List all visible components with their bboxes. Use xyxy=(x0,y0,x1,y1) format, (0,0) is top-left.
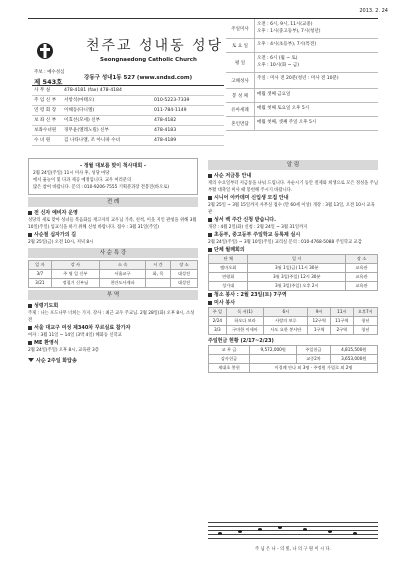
hymn-lyrics: 주 님 은 나 - 의 빛, 나 의 구 원 이 시 다. xyxy=(255,547,331,552)
finance-date: (2/17~2/23) xyxy=(240,338,274,344)
mass-row: 토 요 일 오후 : 4시(초등부), 7시(특전) xyxy=(226,39,378,53)
event-text: 2월 24일(주일) 11시 미사 후, 성당 마당 에서 윷놀이 및 다과 제공 예정입니다. 교우 여러분의 많은 참여 바랍니다. 문의 : 010-9206-7555 기획분과장 전봉진(바오로) xyxy=(33,171,170,190)
triangle-icon xyxy=(28,358,34,362)
bullet-icon xyxy=(208,218,212,222)
table-row: 3/7 주 영 일 신부 서울교구 화, 목 대성전 xyxy=(29,270,198,279)
music-note-icon xyxy=(278,526,282,529)
meeting-table: 단 체 일 시 장 소 엠마오회 3월 1일(금) 11시 30분 교육관 연령회 3월 3일(주일) 12시 30분 교육관 성가대 3월 3일(주일) 오후 2시 교육관 xyxy=(208,254,378,291)
section-ministry: 부 역 xyxy=(28,290,198,300)
patron: 주보 : 예수성심 xyxy=(34,70,65,75)
bullet-icon xyxy=(28,211,32,215)
mass-row: 고해성사 주일 : 미사 전 20분(청년 : 미사 전 10분) xyxy=(226,73,378,89)
contact-row: 사 무 실 478-4181 (fax) 478-4184 xyxy=(32,86,224,96)
church-info xyxy=(28,19,224,154)
bullet-icon xyxy=(28,341,32,345)
notice-text: 2월 25일(금) 오전 10시, 저녁 8시 xyxy=(28,240,94,245)
bullet-icon xyxy=(208,174,212,178)
table-row: 성가대 3월 3일(주일) 오후 2시 교육관 xyxy=(209,282,378,291)
mass-schedule xyxy=(226,19,378,131)
contact-list xyxy=(32,85,224,146)
contact-row: 주 임 신 부 서항석(마태오) 010-5223-7339 xyxy=(32,96,224,106)
bullet-icon xyxy=(208,248,212,252)
issue-number: 제 543호 xyxy=(34,78,63,86)
bullet-icon xyxy=(208,196,212,200)
table-row: 교 무 금 9,572,000원 주일헌금 4,815,500원 xyxy=(209,346,378,355)
table-row: 감사헌금 교중2차 3,653,000원 xyxy=(209,355,378,364)
address: 강동구 성내1동 527 (www.sndsd.com) xyxy=(84,75,193,81)
mass-row: 혼인면담 매월 첫째, 셋째 주일 오후 5시 xyxy=(226,117,378,131)
table-row: 2/24 하오다 보라 사랑의 보루 12구역 11구역 청년 xyxy=(209,317,378,326)
music-note-icon xyxy=(238,530,242,533)
church-name: 천주교 성내동 성당 xyxy=(86,38,224,54)
music-note-icon xyxy=(258,528,262,531)
music-note-icon xyxy=(303,528,307,531)
church-name-en: Seongnaedong Catholic Church xyxy=(100,57,197,63)
bullet-icon xyxy=(28,233,32,237)
event-title: - 정월 대보름 맞이 척사대회 - xyxy=(80,163,146,169)
table-row: 3/3 구마한 이세아 사도 요한 봉사단 1구역 2구역 청년 xyxy=(209,326,378,335)
contact-row: 연 령 회 장 이해동(다니엘) 011-784-1149 xyxy=(32,106,224,116)
hymn-title: 사순 2주일 화답송 xyxy=(36,358,77,364)
music-note-icon xyxy=(353,532,357,535)
contact-row: 보 좌 신 부 이효선(모세) 신부 478-4182 xyxy=(32,116,224,126)
mass-row: 유아세례 매월 첫째 토요일 오후 5시 xyxy=(226,103,378,117)
bulletin xyxy=(28,18,378,558)
bullet-icon xyxy=(208,233,212,237)
notice-text: 성당의 새로 맞아 성녀들 복음화를 재고자의 교우님 가족, 친척, 이웃 지인 관청을 위해 3월 10일(주일) 입교식을 하기 위해 신청 바랍니다. 접수 : 3월 31일(주일) xyxy=(28,218,197,230)
bullet-icon xyxy=(28,326,32,330)
table-row: 제대초 봉헌 이경례 안나 외 3명 · 주정원 가밀로 외 2명 xyxy=(209,364,378,373)
left-column: - 정월 대보름 맞이 척사대회 - 2월 24일(주일) 11시 미사 후, 성당 마당 에서 윷놀이 및 다과 제공 예정입니다. 교우 여러분의 많은 참여 바랍니다. 문의 : 010-9206-7555 기획분과장 전봉진(바오로) 전 례 전 신자 예비자 운영 성당의 새로 맞아 성녀들 복음화를 재고자의 교우님 가족, 친척, 이웃 지인 관청을 위해 3월 10일(주일) 입교식을 하기 위해 신청 바랍니다. 접수 : 3월 31일(주일) 사순절 십자가의 길 2월 25일(금) 오전 10시, 저녁 8시 사 순 특 강 일 자 강 사 소 속 시 간 장 소 3/7 주 영 일 신부 서울교구 화, 목 대성전 3/21 정철기 신부님 천안도사재파 대성전 부 역 성령기도회 주제 : 나는 포도나무 너희는 가지. 강사 : 최근 교우 주교님. 2월 28일(화) 오후 8시, 소성전 서울 대교구 여성 제340차 꾸르실료 참가자 여자 : 3월 11일 ~ 14일 (3박 4일) 혜화동 신학교 ME 환영식 2월 24일(주일) 오후 8시, 교육관 3층 사순 2주일 화답송 xyxy=(28,158,198,365)
music-note-icon xyxy=(218,532,222,535)
mass-row: 봉 성 체 매월 셋째 금요일 xyxy=(226,89,378,103)
section-notices: 알 림 xyxy=(208,160,378,170)
table-row: 엠마오회 3월 1일(금) 11시 30분 교육관 xyxy=(209,264,378,273)
event-banner xyxy=(28,158,198,195)
cross-logo-icon xyxy=(36,41,54,63)
finance-title: 주일헌금 현황 xyxy=(208,338,239,344)
bullet-icon xyxy=(28,304,32,308)
contact-row: 수 녀 원 김 나타나엘, 조 아니따 수녀 478-4189 xyxy=(32,136,224,146)
notice-text: 여자 : 3월 11일 ~ 14일 (3박 4일) 혜화동 신학교 xyxy=(28,333,122,338)
table-row: 연령회 3월 3일(주일) 12시 30분 교육관 xyxy=(209,273,378,282)
cleaning-notice: 청소 봉사 : 2월 23일(토) 7구역 xyxy=(214,292,287,298)
mass-row: 주일미사 오전 : 6시, 9시, 11시(교중) 오후 : 1시(중고등부), 7시(청년) xyxy=(226,19,378,39)
notice-text: 2월 24일(주일) 오후 8시, 교육관 3층 xyxy=(28,348,99,353)
notice-text: 2월 24일(주일) ~ 3월 10일(주일) 교리실 문의 : 010-4768-5088 주일학교 교감 xyxy=(208,240,362,245)
lecture-table: 일 자 강 사 소 속 시 간 장 소 3/7 주 영 일 신부 서울교구 화, 목 대성전 3/21 정철기 신부님 천안도사재파 대성전 xyxy=(28,260,198,288)
mass-service-table: 주 일 독 서(1) 6시 9시 11시 오후7시 2/24 하오다 보라 사랑의 보루 12구역 11구역 청년 3/3 구마한 이세아 사도 요한 봉사단 1구역 2구역 청년 xyxy=(208,307,378,335)
notice-text: 개강 : 4월 2일(화) 신청 : 2월 24일 ~ 3월 31일까지 xyxy=(208,225,308,230)
hymn-staff xyxy=(208,518,378,558)
bullet-icon xyxy=(208,293,212,297)
mass-row: 평 일 오전 : 6시 (월 ~ 토) 오후 : 10시(화 ~ 금) xyxy=(226,53,378,73)
music-note-icon xyxy=(328,530,332,533)
right-column: 알 림 사순 저금통 안내 재의 수요일부터 저금통을 나눠 드립니다. 사순시기 동안 절제와 희생으로 모은 정성을 주님 부활 대축일 미사 때 봉헌해 주시기 바랍니다. 시니어 아카데미 신입생 모집 안내 2월 25일 ~ 3월 15일까지 사무실 접수 (만 60세 이상) 개강 : 3월 13일, 오전 10시 교육관 성서 백 주간 신청 받습니다. 개강 : 4월 2일(화) 신청 : 2월 24일 ~ 3월 31일까지 초등부, 중고등부 주일학교 등록제 실시 2월 24일(주일) ~ 3월 10일(주일) 교리실 문의 : 010-4768-5088 주일학교 교감 단체 월례회의 단 체 일 시 장 소 엠마오회 3월 1일(금) 11시 30분 교육관 연령회 3월 3일(주일) 12시 30분 교육관 성가대 3월 3일(주일) 오후 2시 교육관 청소 봉사 : 2월 23일(토) 7구역 미사 봉사 주 일 독 서(1) 6시 9시 11시 오후7시 2/24 하오다 보라 사랑의 보루 12구역 11구역 청년 3/3 구마한 이세아 사도 요한 봉사단 1구역 2구역 청년 주일헌금 현황 (2/17~2/23) 교 무 금 9,572,000원 주일헌금 4,815,500원 감사헌금 교중2차 3,653,000원 제대초 봉헌 이경례 안나 외 3명 · 주정원 가밀로 외 2명 xyxy=(208,158,378,373)
notice-text: 2월 25일 ~ 3월 15일까지 사무실 접수 (만 60세 이상) 개강 : 3월 13일, 오전 10시 교육관 xyxy=(208,203,375,215)
finance-table xyxy=(208,345,378,373)
bulletin-date: 2013. 2. 24 xyxy=(359,8,388,14)
header xyxy=(28,18,378,153)
mass-service-title: 미사 봉사 xyxy=(214,300,236,306)
notice-text: 주제 : 나는 포도나무 너희는 가지. 강사 : 최근 교우 주교님. 2월 28일(화) 오후 8시, 소성전 xyxy=(28,311,195,323)
bullet-icon xyxy=(208,301,212,305)
lenten-lecture-title: 사 순 특 강 xyxy=(28,248,198,258)
contact-row: 보좌수녀원 경무윤(엘레노릴) 신부 478-4183 xyxy=(32,126,224,136)
notice-text: 재의 수요일부터 저금통을 나눠 드립니다. 사순시기 동안 절제와 희생으로 모은 정성을 주님 부활 대축일 미사 때 봉헌해 주시기 바랍니다. xyxy=(208,181,378,193)
section-liturgy: 전 례 xyxy=(28,197,198,207)
table-row: 3/21 정철기 신부님 천안도사재파 대성전 xyxy=(29,279,198,288)
